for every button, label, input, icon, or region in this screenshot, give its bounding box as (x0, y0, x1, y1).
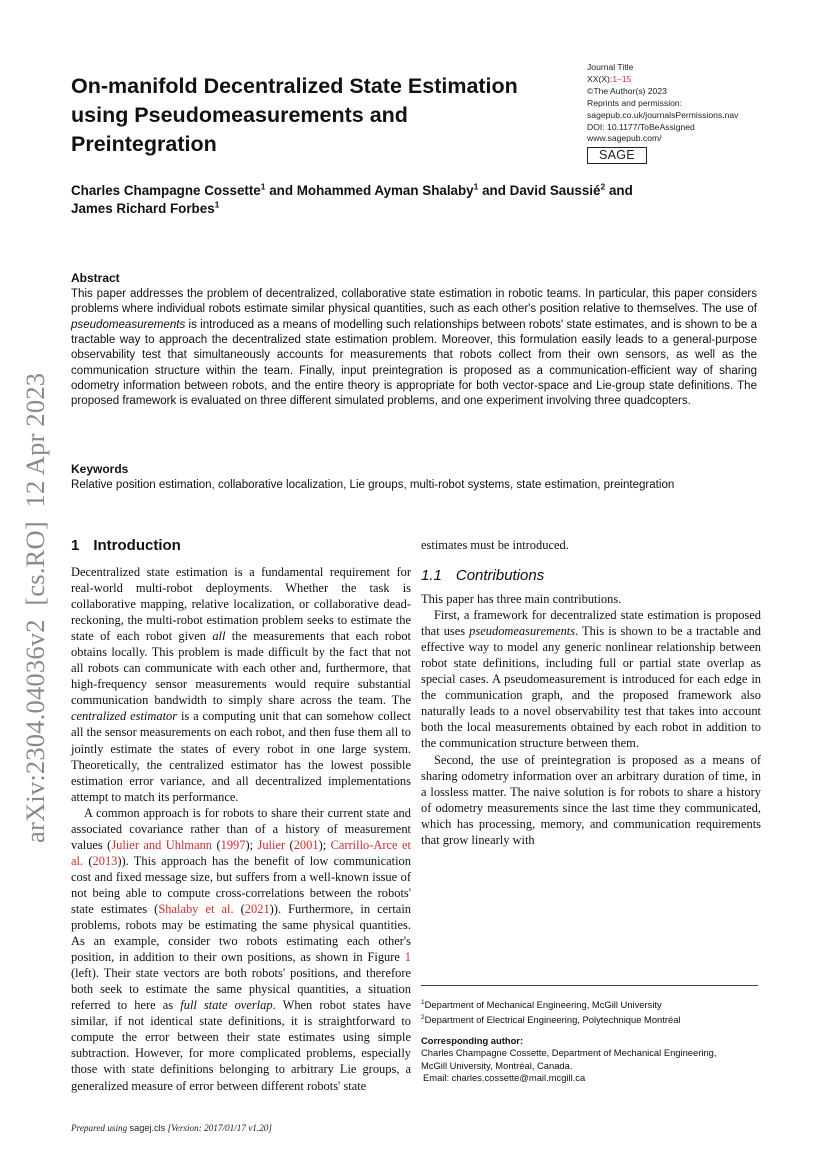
citation-year-link[interactable]: 2013 (92, 853, 118, 868)
corresponding-author (421, 1035, 766, 1085)
affiliation-mark: 1 (214, 199, 220, 210)
text-run: First, a framework for decentralized state estimation is proposed that uses (421, 608, 761, 639)
abstract-heading: Abstract (71, 271, 120, 285)
reprints-label: Reprints and permission: (587, 97, 683, 108)
citation-year-link[interactable]: 1997 (220, 837, 246, 852)
footnote-text: Department of Electrical Engineering, Polytechnique Montréal (424, 1013, 681, 1025)
subsection-heading-contributions (421, 567, 761, 585)
subsection-title: Contributions (455, 567, 545, 585)
abstract-section (71, 271, 757, 410)
text-run: estimates must be introduced. (421, 538, 569, 552)
pages-link[interactable]: 1–15 (612, 73, 632, 84)
corresponding-author-label: Corresponding author: (421, 1035, 524, 1047)
citation-link[interactable]: Shalaby et al. (158, 901, 234, 916)
author-conjunction: and (269, 183, 294, 198)
affiliation-mark: 1 (260, 181, 266, 192)
corresponding-author-line: McGill University, Montréal, Canada. (421, 1059, 573, 1071)
keywords-text: Relative position estimation, collaborative localization, Lie groups, multi-robot systems, state estimation, preintegration (71, 479, 675, 491)
corresponding-author-email[interactable]: Email: charles.cossette@mail.mcgill.ca (423, 1072, 586, 1084)
citation-year-link[interactable]: 2001 (293, 837, 319, 852)
figure-reference-link[interactable]: 1 (404, 950, 411, 965)
text-run: Decentralized state estimation is a fundamental requirement for real-world multi-robot deployments. Whether the task is collaborative mapping, relative localization, or collaborative dead-reckoning, the multi-robot estimation problem seeks to estimate the state of each robot given (71, 565, 411, 644)
section-heading-introduction (71, 537, 411, 555)
footnote-text: Department of Mechanical Engineering, McGill University (424, 999, 662, 1011)
affiliation-mark: 1 (473, 181, 479, 192)
journal-meta (587, 62, 787, 164)
journal-title: Journal Title (587, 62, 634, 72)
abstract-emphasis: pseudomeasurements (71, 318, 186, 331)
left-column (71, 537, 411, 1094)
section-number: 1 (71, 537, 80, 554)
contributions-paragraph-3: Second, the use of preintegration is proposed as a means of sharing odometry information over an arbitrary duration of time, in a lossless matter. The naive solution is for robots to share a history of odometry measurements since the last time they communicated, which has processing, memory, and communication requirements that grow linearly with (421, 752, 761, 847)
keywords-heading: Keywords (71, 462, 129, 476)
text-run: ( (285, 837, 294, 852)
text-run: A common approach is for robots to share their current state and associated covariance rather than of a history of measurement values ( (71, 805, 411, 852)
citation-year-link[interactable]: 2021 (244, 901, 270, 916)
text-run: ( (212, 837, 221, 852)
citation-link[interactable]: Carrillo-Arce et al. (71, 837, 411, 868)
text-run: ); (318, 837, 331, 852)
sage-logo: SAGE (587, 147, 647, 164)
text-run: is a computing unit that can somehow collect all the sensor measurements on each robot, and then fuse them all to jointly estimate the states of every robot in one large system. Theoretically, the centralized estimator has the lowest possible estimation error variance, and all decentralized implementations attempt to match its performance. (71, 709, 411, 804)
intro-paragraph-2-continued (421, 537, 761, 553)
intro-paragraph-1 (71, 564, 411, 805)
text-run: ); (245, 837, 258, 852)
emphasis: full state overlap (180, 998, 273, 1013)
emphasis: centralized estimator (71, 709, 178, 724)
affiliation-mark: 2 (600, 181, 606, 192)
doi: DOI: 10.1177/ToBeAssigned (587, 121, 695, 132)
footer-text: [Version: 2017/01/17 v1.20] (165, 1123, 272, 1133)
text-run: )). This approach has the benefit of low communication cost and fixed message size, but suffers from a well-known issue of not being able to compute cross-correlations between the robots' state estimates ( (71, 853, 411, 916)
footer-text: Prepared using (71, 1123, 130, 1133)
right-column (421, 537, 761, 848)
contributions-paragraph-2 (421, 607, 761, 751)
footnotes (421, 997, 766, 1085)
citation-link[interactable]: Julier (257, 837, 286, 852)
volume-pages (587, 74, 787, 86)
text-run: the measurements that each robot obtains locally. This problem is made difficult by the fact that not all robots can communicate with each other and, furthermore, that high-frequency sensor measurements would require substantial communication bandwidth to simply share across the team. The (71, 629, 411, 708)
website[interactable]: www.sagepub.com/ (587, 133, 662, 144)
prepared-using-footer (71, 1123, 272, 1133)
section-title: Introduction (93, 537, 181, 554)
footnote-mark: 1 (421, 999, 425, 1006)
footnote-divider (421, 985, 758, 986)
intro-paragraph-2 (71, 805, 411, 1094)
abstract-text (71, 287, 757, 410)
footnote-affiliation-2 (421, 1012, 766, 1027)
volume-prefix: XX(X): (587, 73, 613, 84)
arxiv-identifier-stamp[interactable]: arXiv:2304.04036v2 [cs.RO] 12 Apr 2023 (20, 372, 50, 843)
text-run: . When robot states have similar, if not identical state definitions, it is straightforward to compute the error between their state estimates using simple subtraction. However, for more complicated problems, especially those with state definitions belonging to arbitrary Lie groups, a generalized measure of error between different robots' state (71, 998, 411, 1093)
citation-link[interactable]: Julier and Uhlmann (111, 837, 213, 852)
author-list (71, 182, 761, 218)
author-name: Charles Champagne Cossette (71, 183, 261, 198)
corresponding-author-line: Charles Champagne Cossette, Department of Mechanical Engineering, (421, 1047, 717, 1059)
abstract-text-part: This paper addresses the problem of decentralized, collaborative state estimation in robotic teams. In particular, this paper considers problems where individual robots estimate similar physical quantities, such as each other's position relative to themselves. The use of (71, 288, 757, 316)
paper-title: On-manifold Decentralized State Estimation using Pseudomeasurements and Preintegration (71, 74, 518, 156)
footnote-mark: 2 (421, 1013, 425, 1021)
subsection-number: 1.1 (421, 567, 442, 585)
author-name: David Saussié (509, 183, 601, 198)
emphasis: all (212, 629, 226, 644)
text-run: )). Furthermore, in certain problems, robots may be estimating the same physical quantities. As an example, consider two robots estimating each other's position, in addition to their own positions, as shown in Figure (71, 901, 411, 965)
emphasis: pseudomeasurements (469, 624, 576, 639)
author-name: James Richard Forbes (71, 201, 215, 216)
keywords-section (71, 462, 761, 493)
abstract-text-part: is introduced as a means of modelling such relationships between robots' state estimates, and is shown to be a tractable way to approach the decentralized state estimation problem. Moreover, this formulation easily leads to a general-purpose observability test that simultaneously accounts for measurements that robots collect from their own sensors, as well as the communication structure within the team. Finally, input preintegration is proposed as a communication-efficient way of sharing odometry information between robots, and the entire theory is appropriate for both vector-space and Lie-group state definitions. The proposed framework is evaluated on three different simulated problems, and one experiment involving three quadcopters. (71, 318, 757, 408)
text-run: (left). Their state vectors are both robots' positions, and therefore both seek to estimate the same physical quantities, a situation referred to here as (71, 966, 411, 1013)
permissions-url[interactable]: sagepub.co.uk/journalsPermissions.nav (587, 109, 739, 120)
author-conjunction: and (608, 183, 633, 198)
author-name: Mohammed Ayman Shalaby (296, 183, 474, 198)
text-run: . This is shown to be a tractable and effective way to model any generic nonlinear relationship between robot state definitions, including full or partial state overlap as special cases. A pseudomeasurement is introduced for each edge in the communication graph, and the proposed framework also naturally leads to a novel observability test that takes into account both the local measurements obtained by each robot in addition to the communication structure between them. (421, 624, 761, 751)
copyright: ©The Author(s) 2023 (587, 85, 667, 96)
text-run: ( (233, 901, 245, 916)
author-conjunction: and (482, 183, 506, 198)
footnote-affiliation-1 (421, 997, 766, 1012)
footer-cls-name: sagej.cls (129, 1123, 166, 1133)
text-run: ( (83, 853, 93, 868)
contributions-paragraph-1: This paper has three main contributions. (421, 592, 622, 607)
